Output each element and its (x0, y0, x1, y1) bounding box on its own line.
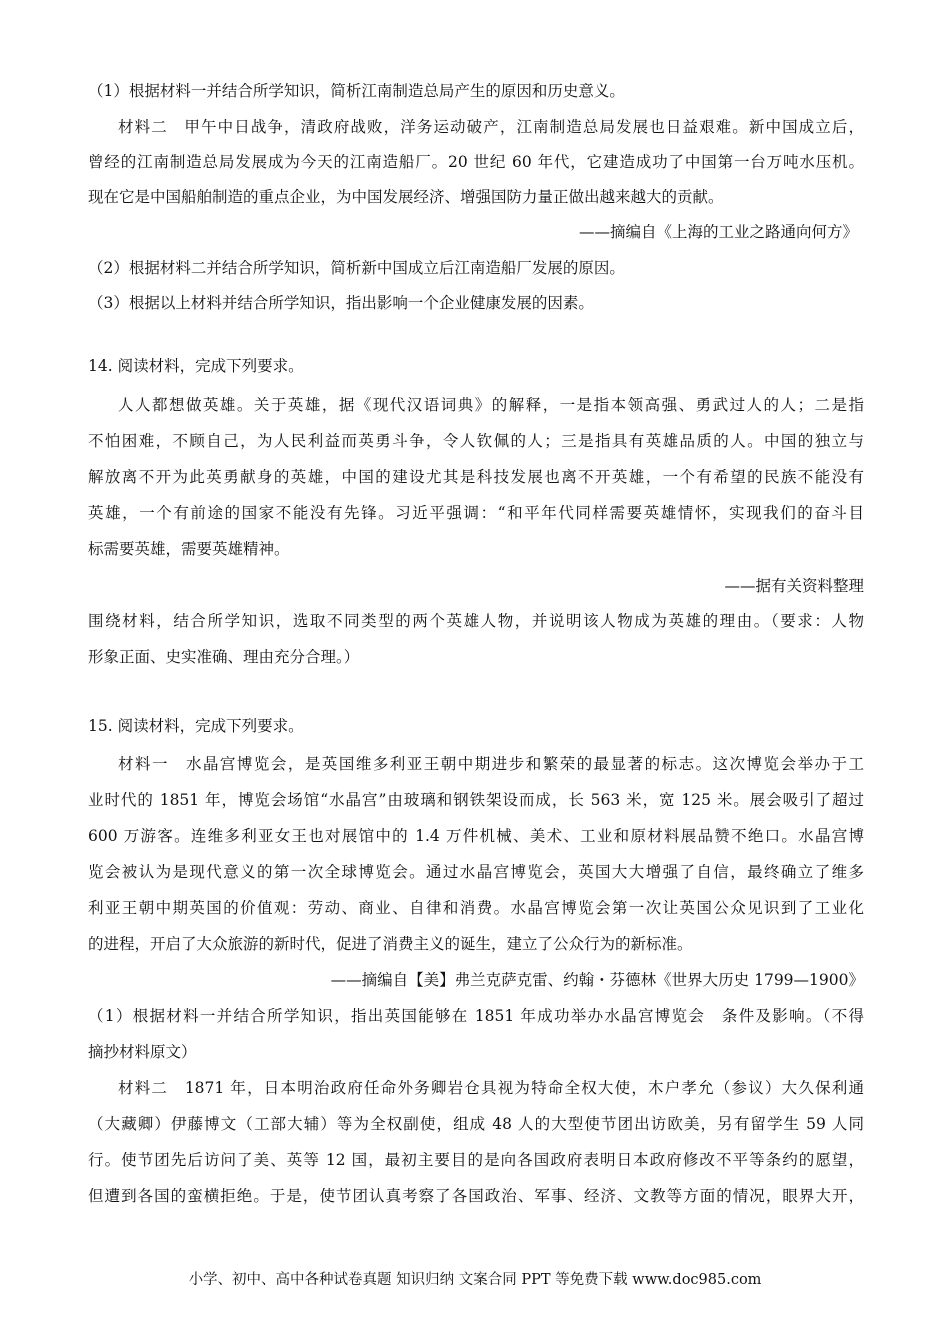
text-line: 摘抄材料原文） (88, 1043, 197, 1061)
text-line: 的进程，开启了大众旅游的新时代，促进了消费主义的诞生，建立了公众行为的新标准。 (88, 935, 693, 953)
text-line: 览会被认为是现代意义的第一次全球博览会。通过水晶宫博览会，英国大大增强了自信，最终确立了维多 (88, 863, 864, 881)
text-line: ——摘编自《上海的工业之路通向何方》 (578, 223, 858, 241)
text-line: 材料二 甲午中日战争，清政府战败，洋务运动破产，江南制造总局发展也日益艰难。新中国成立后， (118, 118, 864, 136)
text-line: 曾经的江南制造总局发展成为今天的江南造船厂。20 世纪 60 年代，它建造成功了中国第一台万吨水压机。 (88, 153, 864, 171)
text-line: 人人都想做英雄。关于英雄，据《现代汉语词典》的解释，一是指本领高强、勇武过人的人；二是指 (118, 396, 864, 414)
text-line: 围绕材料，结合所学知识，选取不同类型的两个英雄人物，并说明该人物成为英雄的理由。（要求：人物 (88, 612, 864, 630)
text-line: （1）根据材料一并结合所学知识，简析江南制造总局产生的原因和历史意义。 (88, 82, 625, 100)
text-line: 标需要英雄，需要英雄精神。 (88, 540, 290, 558)
text-line: （3）根据以上材料并结合所学知识，指出影响一个企业健康发展的因素。 (88, 294, 594, 312)
text-line: 14. 阅读材料，完成下列要求。 (88, 357, 304, 375)
text-line: 业时代的 1851 年，博览会场馆“水晶宫”由玻璃和钢铁架设而成，长 563 米，宽 125 米。展会吸引了超过 (88, 791, 864, 809)
text-line: 不怕困难，不顾自己，为人民利益而英勇斗争，令人钦佩的人；三是指具有英雄品质的人。中国的独立与 (88, 432, 864, 450)
text-line: 解放离不开为此英勇献身的英雄，中国的建设尤其是科技发展也离不开英雄，一个有希望的民族不能没有 (88, 468, 864, 486)
text-line: （2）根据材料二并结合所学知识，简析新中国成立后江南造船厂发展的原因。 (88, 259, 625, 277)
text-line: 现在它是中国船舶制造的重点企业，为中国发展经济、增强国防力量正做出越来越大的贡献。 (88, 188, 724, 206)
text-line: 形象正面、史实准确、理由充分合理。） (88, 648, 360, 666)
page-footer: 小学、初中、高中各种试卷真题 知识归纳 文案合同 PPT 等免费下载 www.doc985.com (188, 1272, 762, 1288)
text-line: 行。使节团先后访问了美、英等 12 国，最初主要目的是向各国政府表明日本政府修改不平等条约的愿望， (88, 1151, 864, 1169)
text-line: （大藏卿）伊藤博文（工部大辅）等为全权副使，组成 48 人的大型使节团出访欧美，另有留学生 59 人同 (88, 1115, 864, 1133)
text-line: 15. 阅读材料，完成下列要求。 (88, 717, 304, 735)
text-line: 英雄，一个有前途的国家不能没有先锋。习近平强调：“和平年代同样需要英雄情怀，实现我们的奋斗目 (88, 504, 864, 522)
text-line: 材料二 1871 年，日本明治政府任命外务卿岩仓具视为特命全权大使，木户孝允（参议）大久保利通 (118, 1079, 864, 1097)
text-line: ——据有关资料整理 (724, 577, 864, 595)
text-line: 600 万游客。连维多利亚女王也对展馆中的 1.4 万件机械、美术、工业和原材料展品赞不绝口。水晶宫博 (88, 827, 864, 845)
text-line: ——摘编自【美】弗兰克萨克雷、约翰・芬德林《世界大历史 1799—1900》 (330, 971, 864, 989)
text-line: 材料一 水晶宫博览会，是英国维多利亚王朝中期进步和繁荣的最显著的标志。这次博览会举办于工 (118, 755, 864, 773)
text-line: 利亚王朝中期英国的价值观：劳动、商业、自律和消费。水晶宫博览会第一次让英国公众见识到了工业化 (88, 899, 864, 917)
text-line: 但遭到各国的蛮横拒绝。于是，使节团认真考察了各国政治、军事、经济、文教等方面的情况，眼界大开， (88, 1187, 864, 1205)
text-line: （1）根据材料一并结合所学知识，指出英国能够在 1851 年成功举办水晶宫博览会 条件及影响。（不得 (88, 1007, 864, 1025)
